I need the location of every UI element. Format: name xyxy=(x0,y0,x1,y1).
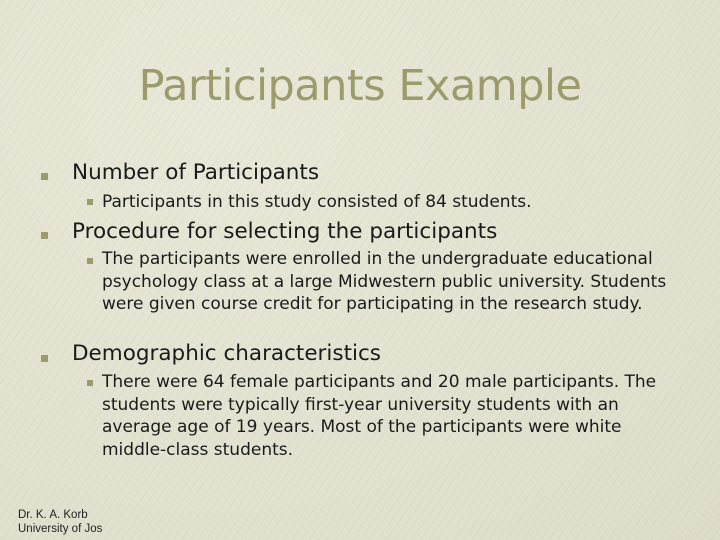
section-detail-demographics: There were 64 female participants and 20 male participants. The students were typically first-year university students with an average age of 19 years. Most of the participants were white middle-class students. xyxy=(102,372,657,460)
section-heading-number-of-participants: Number of Participants xyxy=(72,160,320,185)
square-bullet-icon xyxy=(87,199,93,205)
square-bullet-icon xyxy=(41,355,48,362)
footer-credit xyxy=(18,508,102,536)
square-bullet-icon xyxy=(87,380,93,386)
square-bullet-icon xyxy=(41,232,48,239)
section-heading-demographics: Demographic characteristics xyxy=(72,341,381,366)
section-heading-procedure: Procedure for selecting the participants xyxy=(72,219,498,244)
footer-author: Dr. K. A. Korb xyxy=(18,509,88,521)
section-detail-number-of-participants: Participants in this study consisted of 84 students. xyxy=(102,192,532,212)
footer-institution: University of Jos xyxy=(18,523,103,535)
square-bullet-icon xyxy=(41,173,48,180)
section-detail-procedure: The participants were enrolled in the undergraduate educational psychology class at a large Midwestern public university. Students were given course credit for participating in the research study. xyxy=(102,249,667,314)
square-bullet-icon xyxy=(87,258,93,264)
slide-title: Participants Example xyxy=(138,61,582,111)
